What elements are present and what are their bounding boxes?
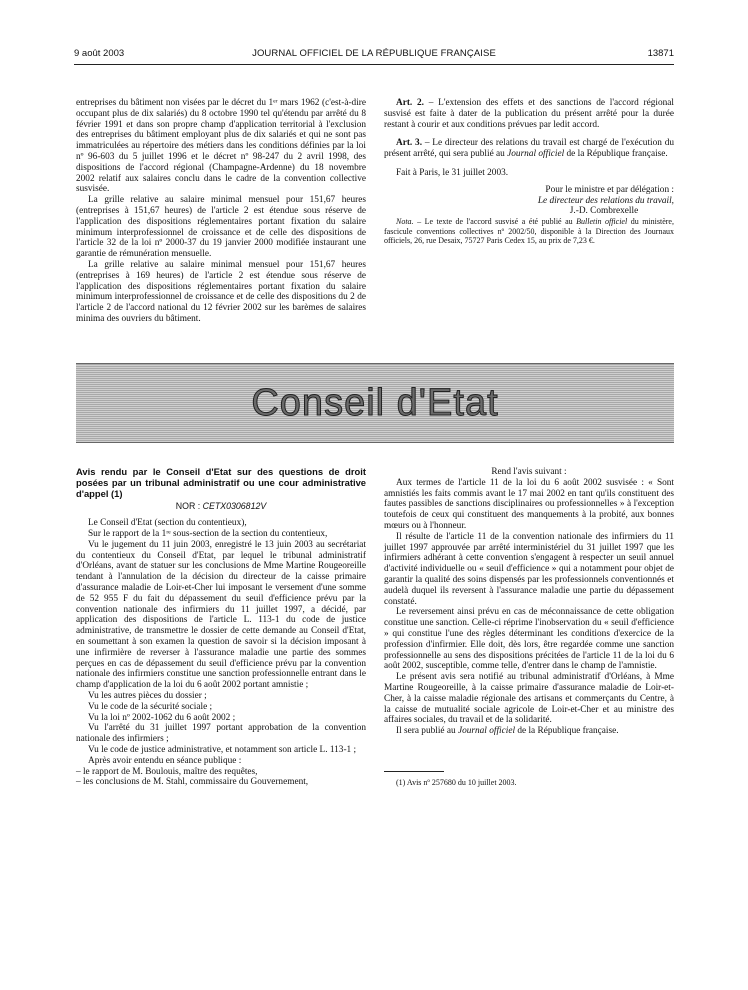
nor-value: CETX0306812V xyxy=(202,501,267,512)
article-label: Art. 3. xyxy=(396,138,423,149)
paragraph: La grille relative au salaire minimal mensuel pour 151,67 heures (entreprises à 151,67 heures) de l'article 2 est étendue sous réserve de l'application des dispositions réglementaires portant fixation du salaire minimum interprofessionnel de croissance et de celle des dispositions de l'article 32 de la loi nº 2000-37 du 19 janvier 2000 modifiée instaurant une garantie de rémunération mensuelle. xyxy=(76,195,366,260)
paragraph: Il résulte de l'article 11 de la convention nationale des infirmiers du 11 juillet 1997 approuvée par arrêté interministériel du 31 juillet 1997 que les infirmiers adhérant à cette convention s'engagent à respecter un seuil annuel d'activité individuelle ou « seuil d'efficience » qui a notamment pour objet de garantir la qualité des soins dispensés par les professionnels conventionnés et audelà duquel ils reversent à l'assurance maladie une partie du dépassement constaté. xyxy=(384,531,674,607)
top-right-column xyxy=(384,98,674,246)
paragraph: Vu le code de justice administrative, et notamment son article L. 113-1 ; xyxy=(88,744,357,755)
footnote: (1) Avis nº 257680 du 10 juillet 2003. xyxy=(396,777,517,787)
note-label: Nota. xyxy=(396,217,414,227)
paragraph-text: Il sera publié au xyxy=(396,726,458,737)
header-date: 9 août 2003 xyxy=(74,48,125,59)
bottom-right-column xyxy=(384,467,674,788)
section-title: Conseil d'Etat xyxy=(251,382,499,424)
article-text: de la République française. xyxy=(564,149,668,160)
nor-reference xyxy=(76,501,366,512)
journal-reference: Journal officiel xyxy=(457,726,516,737)
bulletin-reference: Bulletin officiel xyxy=(576,217,628,227)
footnote-rule xyxy=(384,771,444,772)
article-label: Art. 2. xyxy=(396,98,424,108)
bottom-left-column xyxy=(76,467,366,788)
note-text: – Le texte de l'accord susvisé a été publié au xyxy=(413,217,577,227)
nota-note xyxy=(384,217,674,246)
paragraph: Sur le rapport de la 1ʳᵉ sous-section de la section du contentieux, xyxy=(88,528,328,539)
paragraph: Après avoir entendu en séance publique : xyxy=(88,755,242,766)
paragraph: Le reversement ainsi prévu en cas de méconnaissance de cette obligation constitue une sanction. Celle-ci réprime l'inobservation du « seuil d'efficience » qui constitue l'une des règles déterminant les conditions d'exercice de la profession d'infirmier. Elle doit, dès lors, être regardée comme une sanction professionnelle au sens des dispositions précitées de l'article 11 de la loi du 6 août 2002, susceptible, comme telle, d'entrer dans le champ de l'amnistie. xyxy=(384,607,674,672)
article-text: – Le directeur des relations du travail est chargé de l'exécution du présent arrêté, qui sera publié au xyxy=(384,138,674,160)
list-item: – le rapport de M. Boulouis, maître des requêtes, xyxy=(76,766,258,777)
top-left-column xyxy=(76,98,366,325)
paragraph: Vu les autres pièces du dossier ; xyxy=(88,690,207,701)
paragraph: Vu le jugement du 11 juin 2003, enregistré le 13 juin 2003 au secrétariat du contentieux du Conseil d'Etat, par lequel le tribunal administratif d'Orléans, avant de statuer sur les conclusions de Mme Martine Rougeoreille tendant à l'annulation de la décision du directeur de la caisse primaire d'assurance maladie de Loir-et-Cher lui imposant le versement d'une somme de 52 955 F du fait du dépassement du seuil d'efficience prévu par la convention nationale des infirmiers du 11 juillet 1997, a décidé, par application des dispositions de l'article L. 113-1 du code de justice administrative, de transmettre le dossier de cette demande au Conseil d'Etat, en soumettant à son examen la question de savoir si la décision imposant à une infirmière de reverser à l'assurance maladie une partie des sommes perçues en cas de dépassement du seuil d'efficience prévu par la convention nationale des infirmiers constitue une sanction professionnelle entrant dans le champ d'application de la loi du 6 août 2002 portant amnistie ; xyxy=(76,539,366,691)
fait-a-paris: Fait à Paris, le 31 juillet 2003. xyxy=(396,167,509,178)
note-text: du ministère, fascicule conventions collectives nº 2002/50, disponible à la Direction des Journaux officiels, 26, rue Desaix, 75727 Paris Cedex 15, au prix de 7,23 €. xyxy=(384,217,674,246)
paragraph: entreprises du bâtiment non visées par le décret du 1ᵉʳ mars 1962 (c'est-à-dire occupant plus de dix salariés) du 8 octobre 1990 tel qu'étendu par arrêté du 8 février 1991 et dans son propre champ d'application territorial à l'exclusion des entreprises du bâtiment employant plus de dix salariés et qui ne sont pas immatriculées au répertoire des métiers dans les conditions définies par la loi nº 96-603 du 5 juillet 1996 et le décret nº 98-247 du 2 avril 1998, des dispositions de l'accord régional (Champagne-Ardenne) du 18 novembre 2002 relatif aux salaires conclu dans le cadre de la convention collective susvisée. xyxy=(76,98,366,195)
page-number: 13871 xyxy=(647,48,674,59)
section-banner xyxy=(76,363,674,443)
paragraph-text: de la République française. xyxy=(515,726,619,737)
header-title: JOURNAL OFFICIEL DE LA RÉPUBLIQUE FRANÇAISE xyxy=(252,48,496,59)
article-2 xyxy=(384,98,674,130)
avis-title: Avis rendu par le Conseil d'Etat sur des questions de droit posées par un tribunal administratif ou une cour administrative d'appel (1) xyxy=(76,466,366,499)
paragraph xyxy=(384,726,674,737)
signatory-name: J.-D. Combrexelle xyxy=(569,206,639,217)
paragraph: Le présent avis sera notifié au tribunal administratif d'Orléans, à Mme Martine Rougeoreille, à la caisse primaire d'assurance maladie de Loir-et-Cher, à la caisse maladie régionale des artisans et commerçants du Centre, à la caisse de mutualité sociale agricole de Loir-et-Cher et au ministre des affaires sociales, du travail et de la solidarité. xyxy=(384,672,674,726)
article-3 xyxy=(384,138,674,160)
article-text: – L'extension des effets et des sanctions de l'accord régional susvisé est faite à dater de la publication du présent arrêté pour la durée restant à courir et aux conditions prévues par ledit accord. xyxy=(384,98,675,130)
paragraph: Vu l'arrêté du 31 juillet 1997 portant approbation de la convention nationale des infirmiers ; xyxy=(76,723,366,745)
page-header xyxy=(74,48,674,64)
paragraph: Vu le code de la sécurité sociale ; xyxy=(88,701,213,712)
signed-for: Pour le ministre et par délégation : xyxy=(545,184,674,195)
paragraph: Vu la loi nº 2002-1062 du 6 août 2002 ; xyxy=(88,712,236,723)
signatory-role: Le directeur des relations du travail, xyxy=(537,195,674,206)
journal-reference: Journal officiel xyxy=(507,149,565,160)
nor-label: NOR : xyxy=(175,501,203,512)
paragraph: Aux termes de l'article 11 de la loi du 6 août 2002 susvisée : « Sont amnistiés les faits commis avant le 17 mai 2002 en tant qu'ils constituent des fautes passibles de sanctions disciplinaires ou professionnelles » à l'exception toutefois de ceux qui constituent des manquements à la probité, aux bonnes mœurs ou à l'honneur. xyxy=(384,477,674,531)
paragraph: La grille relative au salaire minimal mensuel pour 151,67 heures (entreprises à 169 heures) de l'article 2 est étendue sous réserve de l'application des dispositions réglementaires portant fixation du salaire minimum interprofessionnel de croissance et de celle des dispositions du 2 de l'article 2 de l'accord national du 12 février 2002 sur les barèmes de salaires minima des ouvriers du bâtiment. xyxy=(76,259,366,324)
header-rule xyxy=(74,64,674,65)
list-item: – les conclusions de M. Stahl, commissaire du Gouvernement, xyxy=(76,777,309,788)
paragraph: Le Conseil d'Etat (section du contentieux), xyxy=(88,518,247,529)
paragraph: Rend l'avis suivant : xyxy=(491,467,567,477)
